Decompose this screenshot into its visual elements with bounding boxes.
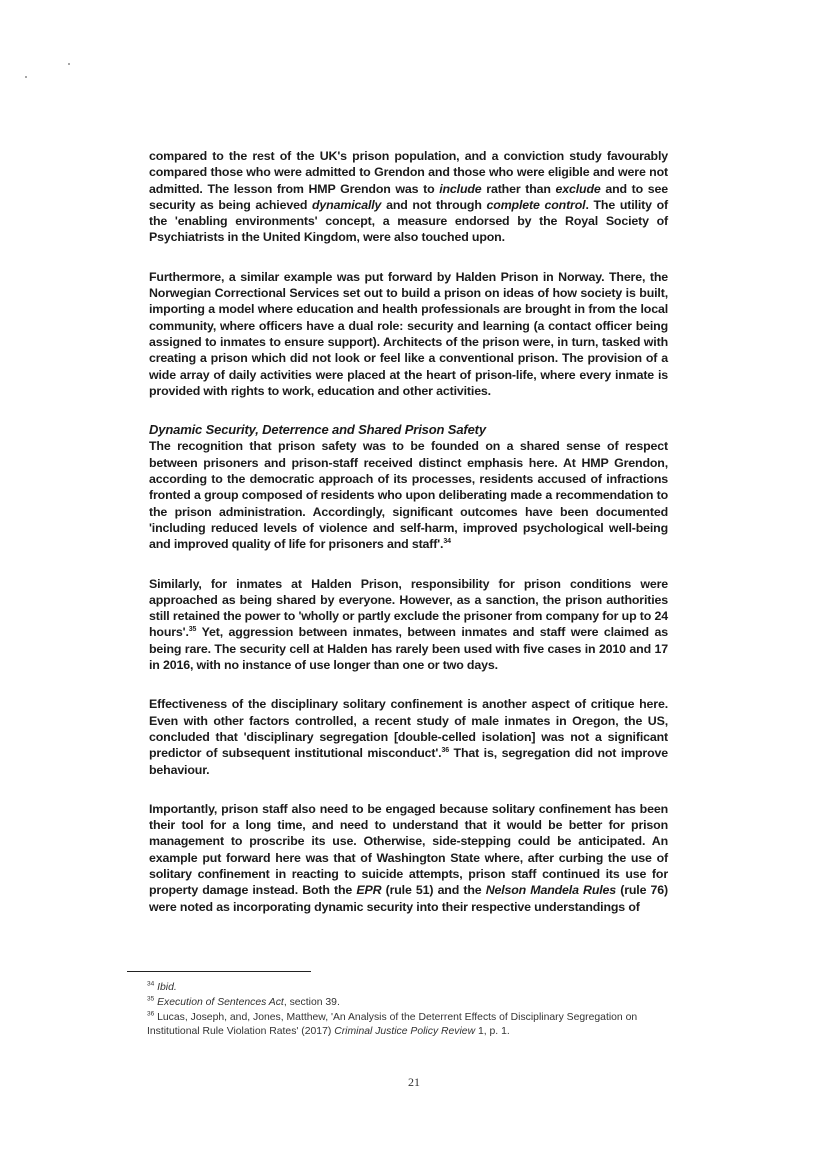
- scan-speck: [25, 76, 27, 78]
- paragraph-2: Furthermore, a similar example was put forward by Halden Prison in Norway. There, the Norwegian Correctional Services set out to build a prison on ideas of how society is built, importing a model where education and health professionals are brought in from the local community, where officers have a dual role: security and learning (a contact officer being assigned to inmates to ensure support). Architects of the prison were, in turn, tasked with creating a prison which did not look or feel like a conventional prison. The provision of a wide array of daily activities were placed at the heart of prison-life, where every inmate is provided with rights to work, education and other activities.: [149, 269, 668, 398]
- footnote-ref-36: 36: [441, 747, 449, 755]
- footnote-36: $^{36}$ Lucas, Joseph, and, Jones, Matthew, 'An Analysis of the Deterrent Effects of Disciplinary Segregation on Institutional Rule Violation Rates' (2017) Criminal Justice Policy Review 1, p. 1.: [147, 1010, 638, 1038]
- paragraph-4: Similarly, for inmates at Halden Prison, responsibility for prison conditions were approached as being shared by everyone. However, as a sanction, the prison authorities still retained the power to 'wholly or partly exclude the prisoner from company for up to 24 hours'.$^{35}$ Yet, aggression between inmates, between inmates and staff were claimed as being rare. The security cell at Halden has rarely been used with five cases in 2010 and 17 in 2016, with no instance of use longer than one or two days.: [149, 576, 668, 673]
- footnote-34: $^{34}$ Ibid.: [147, 980, 177, 993]
- paragraph-5: Effectiveness of the disciplinary solitary confinement is another aspect of critique here. Even with other factors controlled, a recent study of male inmates in Oregon, the US, concluded that 'disciplinary segregation [double-celled isolation] was not a significant predictor of subsequent institutional misconduct'.$^{36}$ That is, segregation did not improve behaviour.: [149, 697, 668, 777]
- footnote-ref-34: 34: [443, 538, 451, 546]
- body-text: [149, 148, 668, 915]
- paragraph-3: The recognition that prison safety was to be founded on a shared sense of respect between prisoners and prison-staff received distinct emphasis here. At HMP Grendon, according to the democratic approach of its processes, residents accused of infractions fronted a group composed of residents who upon deliberating made a recommendation to the prison administration. Accordingly, significant outcomes have been documented 'including reduced levels of violence and self-harm, improved psychological well-being and improved quality of life for prisoners and staff'.$^{34}$: [149, 439, 668, 552]
- paragraph-6: Importantly, prison staff also need to be engaged because solitary confinement has been their tool for a long time, and need to understand that it would be better for prison management to proscribe its use. Otherwise, side-stepping could be anticipated. An example put forward here was that of Washington State where, after curbing the use of solitary confinement in reacting to suicide attempts, prison staff continued its use for property damage instead. Both the EPR (rule 51) and the Nelson Mandela Rules (rule 76) were noted as incorporating dynamic security into their respective understandings of: [149, 801, 668, 914]
- footnote-ref-35: 35: [188, 626, 197, 634]
- paragraph-1: compared to the rest of the UK's prison population, and a conviction study favourably compared those who were admitted to Grendon and those who were eligible and were not admitted. The lesson from HMP Grendon was to include rather than exclude and to see security as being achieved dynamically and not through complete control. The utility of the 'enabling environments' concept, a measure endorsed by the Royal Society of Psychiatrists in the United Kingdom, were also touched upon.: [149, 149, 669, 245]
- page-number: 21: [408, 1075, 420, 1089]
- footnote-35: $^{35}$ Execution of Sentences Act, section 39.: [147, 995, 340, 1008]
- footnote-divider: [127, 971, 311, 972]
- footnotes: [147, 981, 667, 1040]
- section-heading: Dynamic Security, Deterrence and Shared Prison Safety: [149, 422, 486, 438]
- scan-speck: [68, 63, 70, 65]
